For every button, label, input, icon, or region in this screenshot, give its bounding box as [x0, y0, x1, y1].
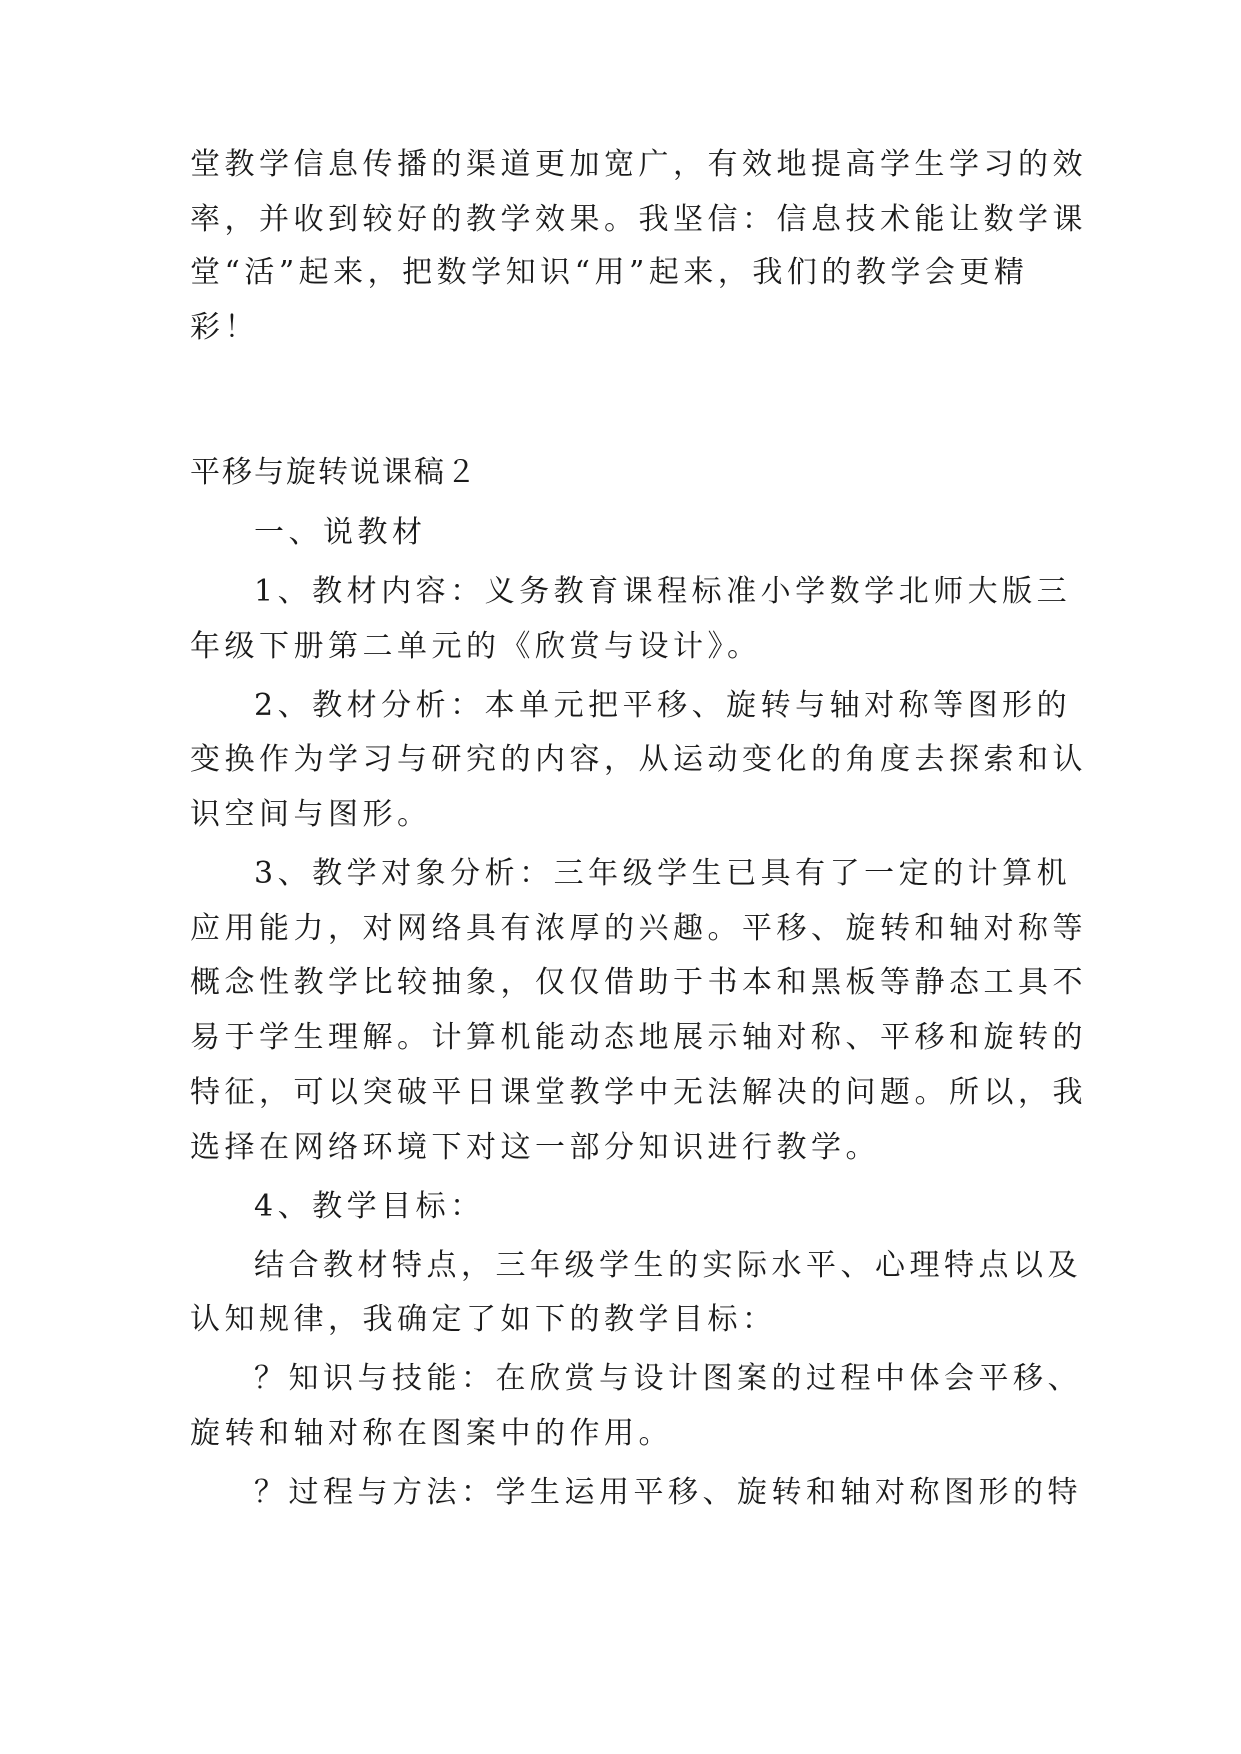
item-3-line-5: 特征，可以突破平日课堂教学中无法解决的问题。所以，我 [190, 1075, 1087, 1110]
heading-teaching-material: 一、说教材 [254, 515, 427, 550]
item-1-line-2: 年级下册第二单元的《欣赏与设计》。 [190, 629, 762, 664]
item-4-title: 4、教学目标： [254, 1189, 485, 1224]
section-title: 平移与旋转说课稿２ [190, 455, 478, 490]
item-4-intro-line-2: 认知规律，我确定了如下的教学目标： [190, 1302, 777, 1337]
goal-knowledge-line-2: 旋转和轴对称在图案中的作用。 [190, 1416, 673, 1451]
item-3-line-4: 易于学生理解。计算机能动态地展示轴对称、平移和旋转的 [190, 1020, 1087, 1055]
item-2-line-3: 识空间与图形。 [190, 797, 432, 832]
goal-knowledge-line-1: ？知识与技能：在欣赏与设计图案的过程中体会平移、 [254, 1361, 1082, 1396]
item-4-intro-line-1: 结合教材特点，三年级学生的实际水平、心理特点以及 [254, 1248, 1082, 1283]
item-2-line-1: 2、教材分析：本单元把平移、旋转与轴对称等图形的 [254, 688, 1072, 723]
goal-process-line-1: ？过程与方法：学生运用平移、旋转和轴对称图形的特 [254, 1475, 1082, 1510]
intro-line-4: 彩！ [190, 310, 259, 345]
item-3-line-1: 3、教学对象分析：三年级学生已具有了一定的计算机 [254, 856, 1072, 891]
intro-line-1: 堂教学信息传播的渠道更加宽广，有效地提高学生学习的效 [190, 147, 1087, 182]
item-3-line-2: 应用能力，对网络具有浓厚的兴趣。平移、旋转和轴对称等 [190, 911, 1087, 946]
item-2-line-2: 变换作为学习与研究的内容，从运动变化的角度去探索和认 [190, 742, 1087, 777]
intro-line-2: 率，并收到较好的教学效果。我坚信：信息技术能让数学课 [190, 202, 1087, 237]
item-3-line-3: 概念性教学比较抽象，仅仅借助于书本和黑板等静态工具不 [190, 965, 1087, 1000]
item-3-line-6: 选择在网络环境下对这一部分知识进行教学。 [190, 1130, 880, 1165]
item-1-line-1: 1、教材内容：义务教育课程标准小学数学北师大版三 [254, 574, 1072, 609]
intro-line-3: 堂“活”起来，把数学知识“用”起来，我们的教学会更精 [190, 255, 1029, 290]
